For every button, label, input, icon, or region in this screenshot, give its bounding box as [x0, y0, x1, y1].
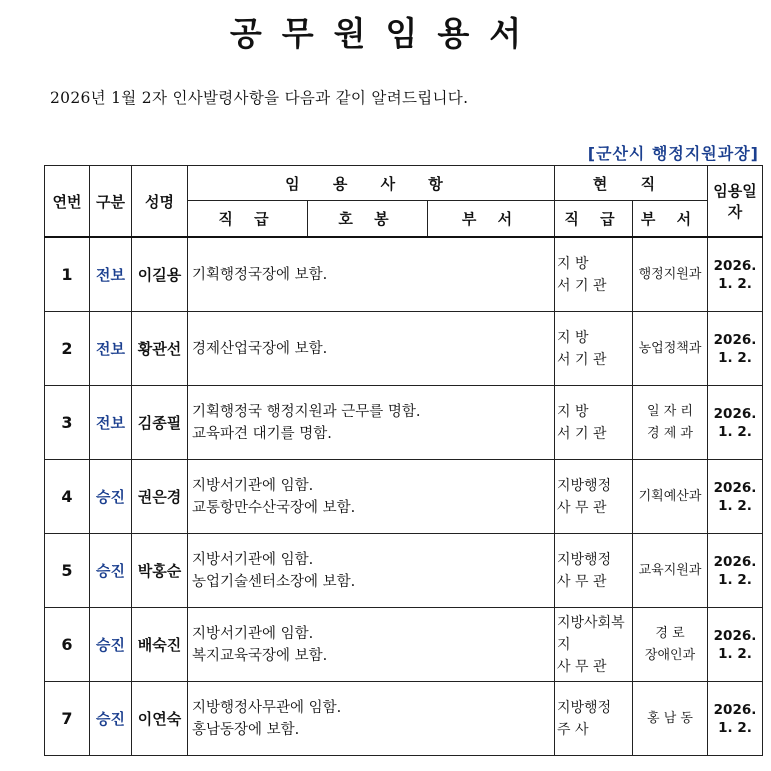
table-row — [45, 682, 763, 756]
row-date — [708, 386, 763, 460]
row-appointment — [188, 312, 555, 386]
row-current-division — [633, 608, 708, 682]
appointment-line-1: 지방서기관에 임함. — [192, 625, 314, 642]
date-line-2: 1. 2. — [718, 571, 752, 588]
current-division-line-1: 일 자 리 — [647, 403, 693, 419]
row-date — [708, 608, 763, 682]
row-category: 승진 — [90, 682, 132, 756]
row-number: 3 — [45, 386, 90, 460]
appointment-line-1: 경제산업국장에 보함. — [192, 340, 328, 357]
current-division-line-1: 경 로 — [655, 625, 685, 641]
header-grade: 직 급 — [188, 201, 308, 238]
row-current-division — [633, 386, 708, 460]
row-current-division — [633, 460, 708, 534]
row-current-division — [633, 534, 708, 608]
current-grade-line-1: 지방행정 — [557, 477, 612, 494]
row-name: 김종필 — [132, 386, 188, 460]
current-grade-line-1: 지방행정 — [557, 699, 612, 716]
header-current-division: 부 서 — [633, 201, 708, 238]
table-row — [45, 608, 763, 682]
current-grade-line-2: 사 무 관 — [557, 499, 607, 516]
header-division: 부 서 — [428, 201, 555, 238]
appointment-line-2: 농업기술센터소장에 보함. — [192, 573, 356, 590]
document-title: 공무원임용서 — [229, 14, 542, 53]
date-line-2: 1. 2. — [718, 645, 752, 662]
date-line-1: 2026. — [713, 331, 757, 348]
row-number: 2 — [45, 312, 90, 386]
row-appointment — [188, 460, 555, 534]
row-category: 전보 — [90, 386, 132, 460]
date-line-1: 2026. — [713, 479, 757, 496]
row-name: 권은경 — [132, 460, 188, 534]
row-name: 이연숙 — [132, 682, 188, 756]
row-date — [708, 682, 763, 756]
date-line-2: 1. 2. — [718, 719, 752, 736]
current-grade-line-2: 서 기 관 — [557, 351, 607, 368]
current-grade-line-2: 서 기 관 — [557, 277, 607, 294]
row-number: 4 — [45, 460, 90, 534]
table-row — [45, 237, 763, 312]
row-category: 승진 — [90, 534, 132, 608]
current-grade-line-1: 지방사회복지 — [557, 614, 625, 653]
row-current-division — [633, 312, 708, 386]
table-row — [45, 312, 763, 386]
appointment-line-2: 홍남동장에 보함. — [192, 721, 300, 738]
appointment-line-2: 교통항만수산국장에 보함. — [192, 499, 356, 516]
header-date: 임용일자 — [708, 166, 763, 238]
appointment-line-1: 지방행정사무관에 임함. — [192, 699, 342, 716]
date-line-1: 2026. — [713, 257, 757, 274]
current-division-line-1: 교육지원과 — [638, 562, 702, 578]
row-category: 승진 — [90, 460, 132, 534]
date-line-2: 1. 2. — [718, 275, 752, 292]
date-line-2: 1. 2. — [718, 497, 752, 514]
date-line-1: 2026. — [713, 553, 757, 570]
appointment-line-1: 기획행정국장에 보함. — [192, 266, 328, 283]
current-division-line-1: 행정지원과 — [638, 266, 702, 282]
row-current-grade — [555, 608, 633, 682]
table-row — [45, 386, 763, 460]
current-grade-line-2: 사 무 관 — [557, 658, 607, 675]
current-division-line-1: 기획예산과 — [638, 488, 702, 504]
row-number: 5 — [45, 534, 90, 608]
current-grade-line-1: 지방행정 — [557, 551, 612, 568]
appointment-line-1: 지방서기관에 임함. — [192, 477, 314, 494]
row-current-grade — [555, 386, 633, 460]
date-line-1: 2026. — [713, 701, 757, 718]
current-grade-line-2: 주 사 — [557, 721, 589, 738]
current-grade-line-2: 사 무 관 — [557, 573, 607, 590]
header-current-grade: 직 급 — [555, 201, 633, 238]
appointment-table — [44, 165, 763, 756]
current-division-line-1: 홍 남 동 — [647, 710, 693, 726]
header-name: 성명 — [132, 166, 188, 238]
current-grade-line-1: 지 방 — [557, 255, 589, 272]
row-name: 배숙진 — [132, 608, 188, 682]
row-category: 승진 — [90, 608, 132, 682]
row-date — [708, 237, 763, 312]
row-number: 7 — [45, 682, 90, 756]
date-line-2: 1. 2. — [718, 349, 752, 366]
header-current: 현 직 — [555, 166, 708, 201]
date-line-1: 2026. — [713, 627, 757, 644]
row-current-division — [633, 237, 708, 312]
row-category: 전보 — [90, 237, 132, 312]
header-category: 구분 — [90, 166, 132, 238]
issuing-department: [군산시 행정지원과장] — [587, 144, 759, 163]
row-current-grade — [555, 237, 633, 312]
header-step: 호 봉 — [308, 201, 428, 238]
row-appointment — [188, 608, 555, 682]
row-appointment — [188, 534, 555, 608]
date-line-1: 2026. — [713, 405, 757, 422]
row-date — [708, 460, 763, 534]
row-appointment — [188, 386, 555, 460]
header-no: 연번 — [45, 166, 90, 238]
row-current-grade — [555, 312, 633, 386]
date-line-2: 1. 2. — [718, 423, 752, 440]
row-date — [708, 312, 763, 386]
row-number: 1 — [45, 237, 90, 312]
current-division-line-2: 경 제 과 — [647, 425, 693, 441]
table-row — [45, 534, 763, 608]
appointment-line-1: 지방서기관에 임함. — [192, 551, 314, 568]
row-name: 황관선 — [132, 312, 188, 386]
row-appointment — [188, 237, 555, 312]
current-grade-line-1: 지 방 — [557, 403, 589, 420]
appointment-line-2: 복지교육국장에 보함. — [192, 647, 328, 664]
appointment-line-1: 기획행정국 행정지원과 근무를 명함. — [192, 403, 421, 420]
row-date — [708, 534, 763, 608]
row-current-division — [633, 682, 708, 756]
appointment-line-2: 교육파견 대기를 명함. — [192, 425, 332, 442]
current-division-line-1: 농업정책과 — [638, 340, 702, 356]
row-current-grade — [555, 460, 633, 534]
row-current-grade — [555, 682, 633, 756]
row-current-grade — [555, 534, 633, 608]
row-name: 이길용 — [132, 237, 188, 312]
current-grade-line-2: 서 기 관 — [557, 425, 607, 442]
row-name: 박홍순 — [132, 534, 188, 608]
table-row — [45, 460, 763, 534]
current-grade-line-1: 지 방 — [557, 329, 589, 346]
intro-text: 2026년 1월 2자 인사발령사항을 다음과 같이 알려드립니다. — [50, 89, 469, 107]
current-division-line-2: 장애인과 — [644, 647, 696, 663]
row-category: 전보 — [90, 312, 132, 386]
header-appointment: 임 용 사 항 — [188, 166, 555, 201]
row-appointment — [188, 682, 555, 756]
row-number: 6 — [45, 608, 90, 682]
